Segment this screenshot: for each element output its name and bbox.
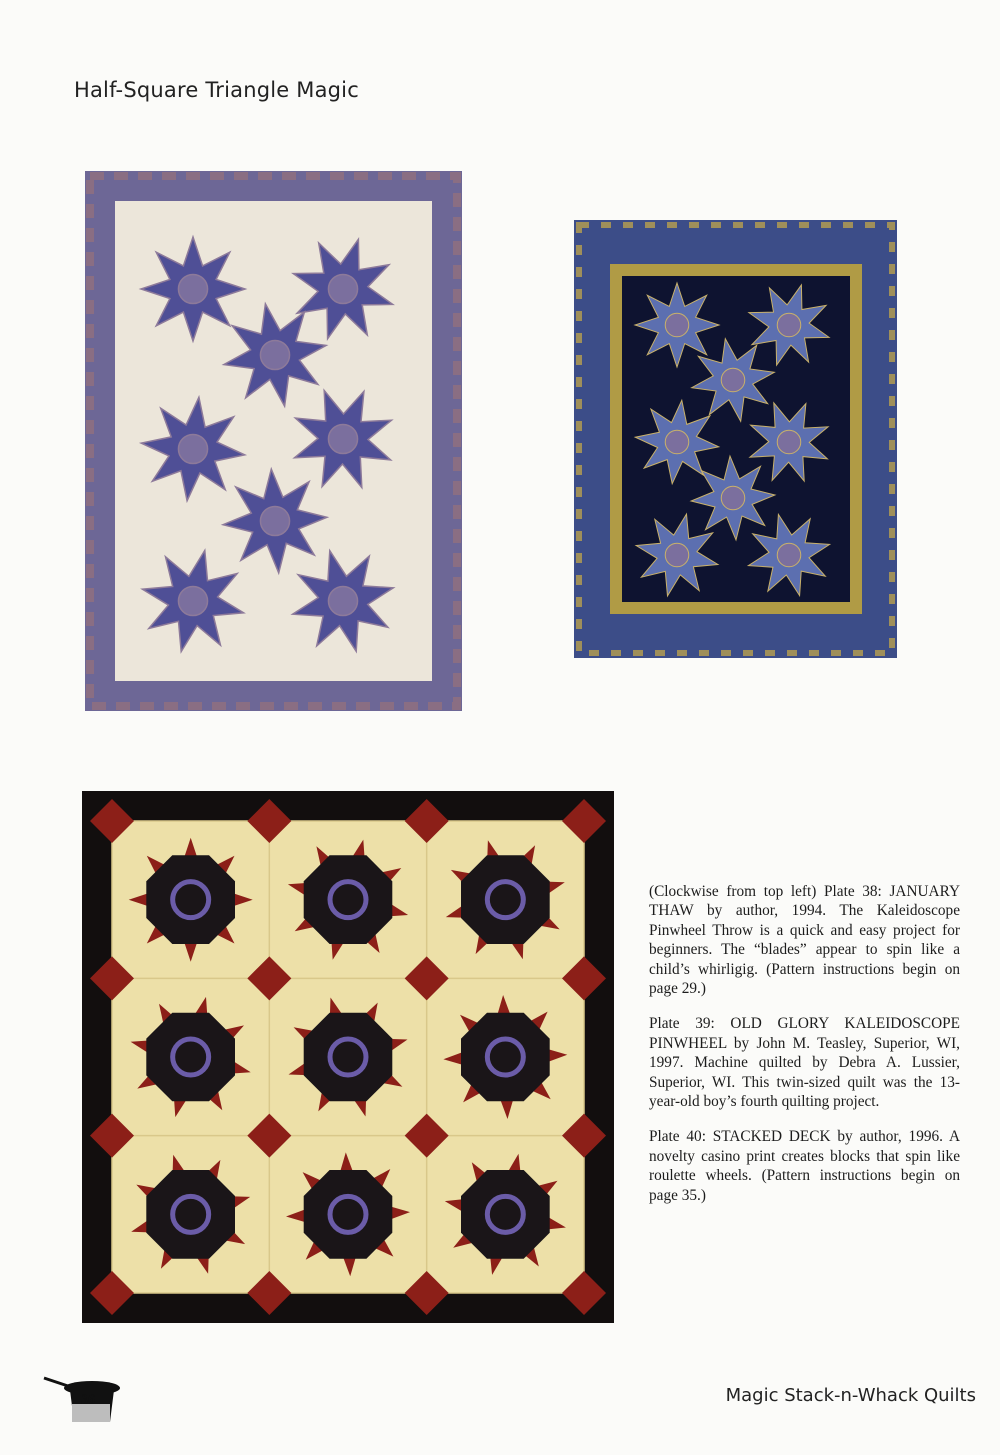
plate-38-quilt-illustration xyxy=(85,171,462,711)
kaleidoscope-block xyxy=(146,1170,235,1259)
kaleidoscope-block xyxy=(304,1170,393,1259)
star-center xyxy=(665,313,689,337)
plate-39-quilt-illustration xyxy=(574,220,897,658)
plate-38-photo xyxy=(85,171,462,711)
kaleidoscope-block xyxy=(146,855,235,944)
plate-40-quilt-illustration xyxy=(82,791,614,1323)
star-center xyxy=(721,368,745,392)
star-center xyxy=(665,430,689,454)
star-center xyxy=(721,486,745,510)
star-center xyxy=(260,506,289,535)
kaleidoscope-block xyxy=(146,1013,235,1102)
star-center xyxy=(777,313,801,337)
star-center xyxy=(328,586,357,615)
star-center xyxy=(260,340,289,369)
plate-39-photo xyxy=(574,220,897,658)
star-center xyxy=(328,274,357,303)
kaleidoscope-block xyxy=(461,1013,550,1102)
star-center xyxy=(178,586,207,615)
plate-caption xyxy=(649,882,960,1221)
kaleidoscope-block xyxy=(304,855,393,944)
star-center xyxy=(178,434,207,463)
page-number: 36 xyxy=(80,1392,96,1408)
kaleidoscope-block xyxy=(461,855,550,944)
caption-plate-40: Plate 40: STACKED DECK by author, 1996. A novelty casino print creates blocks that spin like roulette wheels. (Pattern instructions begin on page 35.) xyxy=(649,1128,960,1204)
running-foot: Magic Stack-n-Whack Quilts xyxy=(725,1385,976,1406)
plate-40-photo xyxy=(82,791,614,1323)
caption-plate-38: (Clockwise from top left) Plate 38: JANUARY THAW by author, 1994. The Kaleidoscope Pinwheel Throw is a quick and easy project for beginners. The “blades” appear to spin like a child’s whirligig. (Pattern instructions begin on page 29.) xyxy=(649,883,960,998)
folio xyxy=(40,1366,130,1426)
star-center xyxy=(777,430,801,454)
kaleidoscope-block xyxy=(304,1013,393,1102)
running-head: Half-Square Triangle Magic xyxy=(74,78,359,102)
star-center xyxy=(178,274,207,303)
kaleidoscope-block xyxy=(461,1170,550,1259)
star-center xyxy=(665,543,689,567)
star-center xyxy=(328,424,357,453)
caption-plate-39: Plate 39: OLD GLORY KALEIDOSCOPE PINWHEEL by John M. Teasley, Superior, WI, 1997. Machine quilted by Debra A. Lussier, Superior, WI. This twin-sized quilt was the 13-year-old boy’s fourth quilting project. xyxy=(649,1015,960,1111)
star-center xyxy=(777,543,801,567)
